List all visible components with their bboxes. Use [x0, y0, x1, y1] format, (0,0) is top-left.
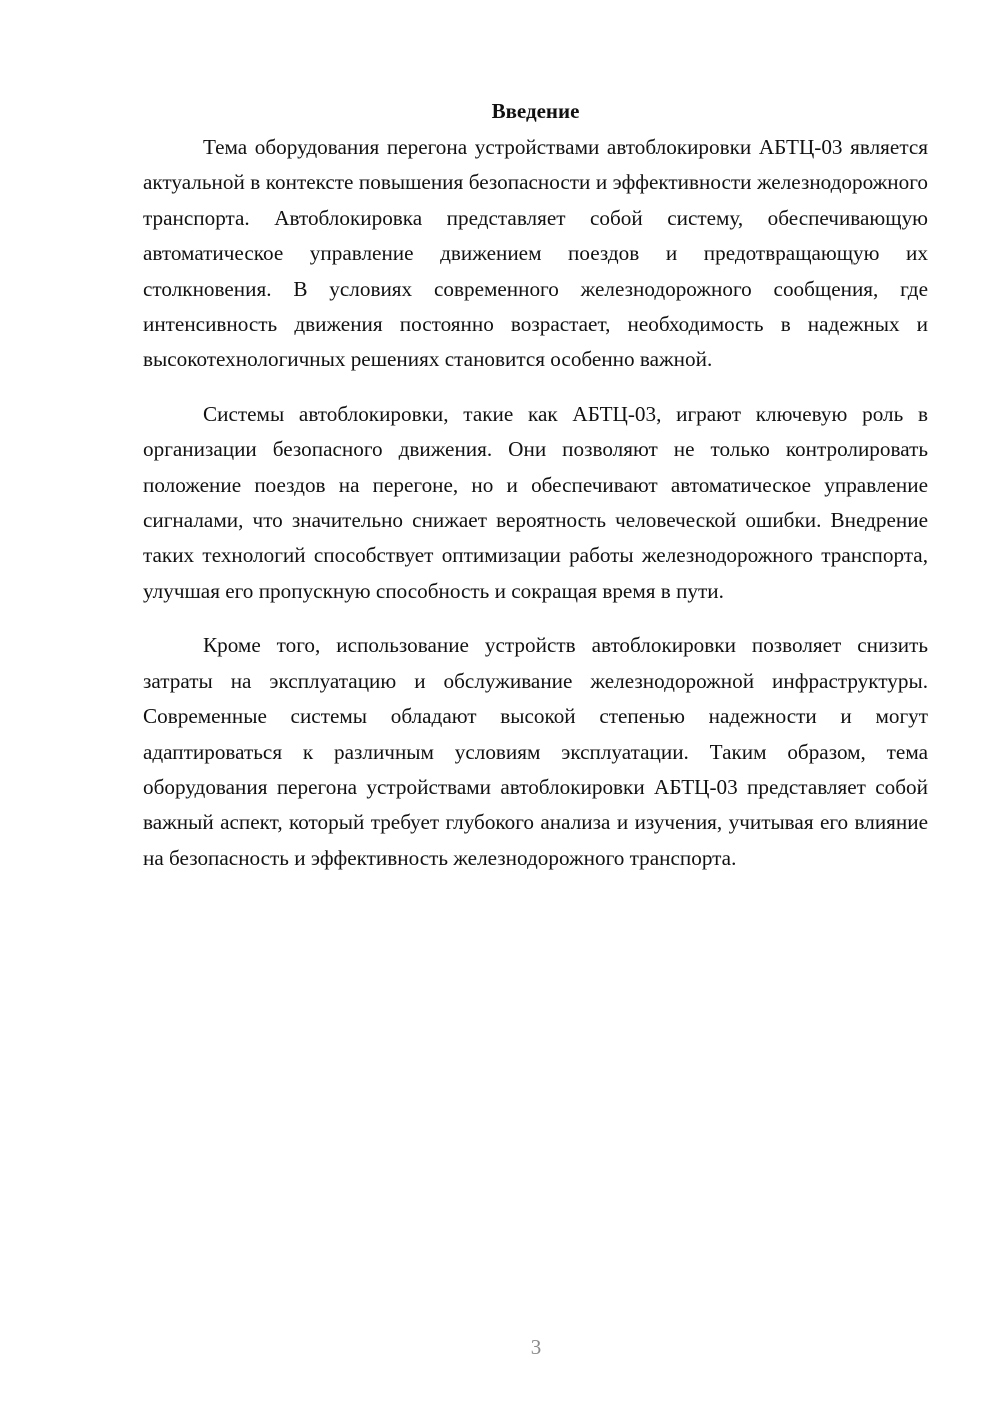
paragraph-2: Системы автоблокировки, такие как АБТЦ-03, играют ключевую роль в организации безопасного движения. Они позволяют не только контролировать положение поездов на перегоне, но и обеспечивают автоматическое управление сигналами, что значительно снижает вероятность человеческой ошибки. Внедрение таких технологий способствует оптимизации работы железнодорожного транспорта, улучшая его пропускную способность и сокращая время в пути. — [143, 401, 928, 603]
paragraph-1: Тема оборудования перегона устройствами автоблокировки АБТЦ-03 является актуальной в контексте повышения безопасности и эффективности железнодорожного транспорта. Автоблокировка представляет собой систему, обеспечивающую автоматическое управление движением поездов и предотвращающую их столкновения. В условиях современного железнодорожного сообщения, где интенсивность движения постоянно возрастает, необходимость в надежных и высокотехнологичных решениях становится особенно важной. — [143, 135, 928, 372]
section-title: Введение — [491, 99, 580, 123]
paragraph-3: Кроме того, использование устройств автоблокировки позволяет снизить затраты на эксплуатацию и обслуживание железнодорожной инфраструктуры. Современные системы обладают высокой степенью надежности и могут адаптироваться к различным условиям эксплуатации. Таким образом, тема оборудования перегона устройствами автоблокировки АБТЦ-03 представляет собой важный аспект, который требует глубокого анализа и изучения, учитывая его влияние на безопасность и эффективность железнодорожного транспорта. — [143, 633, 928, 870]
page-content — [143, 96, 928, 876]
page-number: 3 — [530, 1335, 542, 1359]
